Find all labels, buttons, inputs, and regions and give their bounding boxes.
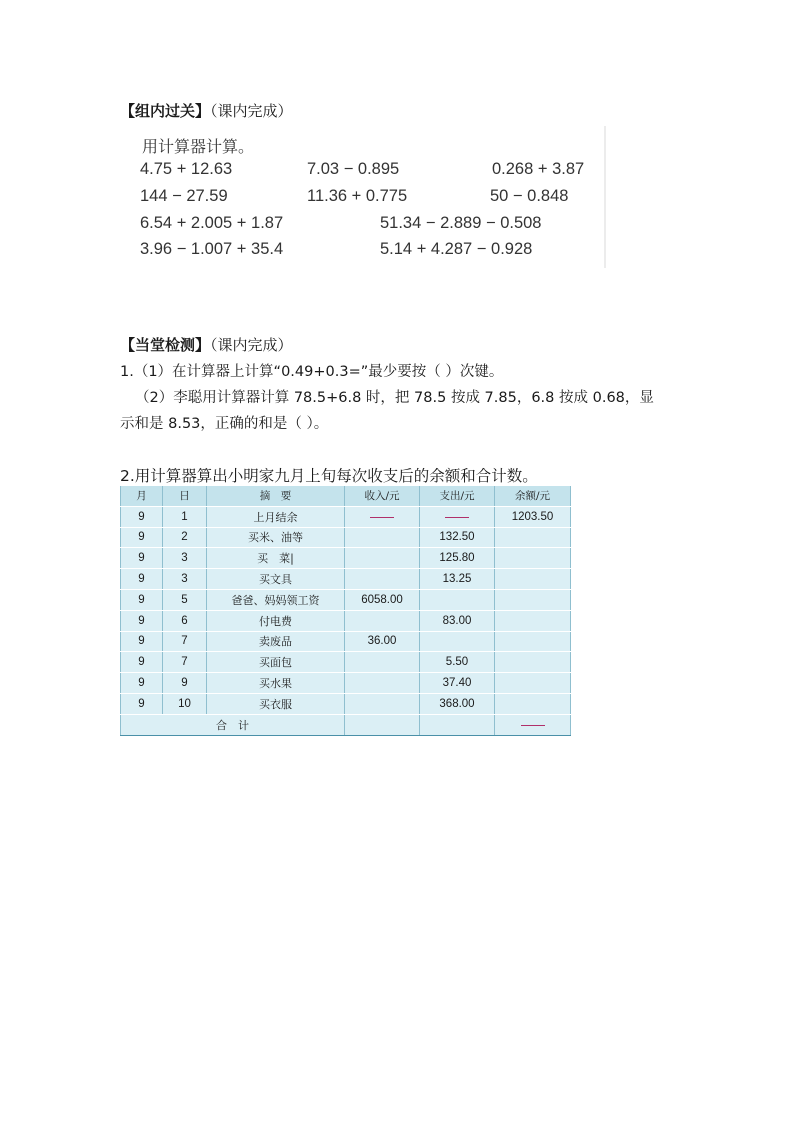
expense-cell: 37.40 bbox=[420, 673, 495, 694]
month-cell: 9 bbox=[121, 548, 163, 569]
balance-cell[interactable] bbox=[495, 610, 571, 631]
expense-cell bbox=[420, 506, 495, 527]
ledger-table bbox=[120, 486, 571, 736]
month-cell: 9 bbox=[121, 527, 163, 548]
balance-cell[interactable] bbox=[495, 673, 571, 694]
description-cell: 买 菜| bbox=[207, 548, 345, 569]
income-cell[interactable] bbox=[345, 548, 420, 569]
problem: 6.54 + 2.005 + 1.87 bbox=[140, 214, 284, 232]
table-row bbox=[121, 569, 571, 590]
income-cell[interactable] bbox=[345, 652, 420, 673]
table-row bbox=[121, 548, 571, 569]
day-cell: 3 bbox=[163, 569, 207, 590]
month-cell: 9 bbox=[121, 506, 163, 527]
header-day: 日 bbox=[163, 486, 207, 506]
description-cell: 付电费 bbox=[207, 610, 345, 631]
balance-cell[interactable] bbox=[495, 527, 571, 548]
day-cell: 5 bbox=[163, 589, 207, 610]
calculation-exercise-box bbox=[120, 126, 606, 268]
day-cell: 6 bbox=[163, 610, 207, 631]
section2-title: 【当堂检测】 bbox=[120, 336, 211, 354]
month-cell: 9 bbox=[121, 589, 163, 610]
box-edge bbox=[604, 126, 606, 268]
day-cell: 1 bbox=[163, 506, 207, 527]
balance-cell: 1203.50 bbox=[495, 506, 571, 527]
problem: 51.34 − 2.889 − 0.508 bbox=[380, 214, 542, 232]
income-cell: 36.00 bbox=[345, 631, 420, 652]
month-cell: 9 bbox=[121, 652, 163, 673]
table-row bbox=[121, 589, 571, 610]
day-cell: 2 bbox=[163, 527, 207, 548]
expense-cell: 13.25 bbox=[420, 569, 495, 590]
table-row bbox=[121, 652, 571, 673]
balance-cell[interactable] bbox=[495, 693, 571, 714]
total-income-cell[interactable] bbox=[345, 714, 420, 735]
income-cell[interactable] bbox=[345, 569, 420, 590]
income-cell bbox=[345, 506, 420, 527]
table-row bbox=[121, 673, 571, 694]
expense-cell[interactable] bbox=[420, 631, 495, 652]
question-1-part-1: 1.（1）在计算器上计算“0.49+0.3=”最少要按（ ）次键。 bbox=[120, 364, 504, 380]
total-expense-cell[interactable] bbox=[420, 714, 495, 735]
balance-cell[interactable] bbox=[495, 652, 571, 673]
table-row bbox=[121, 693, 571, 714]
day-cell: 7 bbox=[163, 631, 207, 652]
question-2: 2.用计算器算出小明家九月上旬每次收支后的余额和合计数。 bbox=[120, 467, 538, 485]
question-1-part-2-cont: 示和是 8.53，正确的和是（ ）。 bbox=[120, 416, 329, 432]
description-cell: 买水果 bbox=[207, 673, 345, 694]
section1-note: （课内完成） bbox=[210, 102, 293, 120]
month-cell: 9 bbox=[121, 693, 163, 714]
problem: 7.03 − 0.895 bbox=[307, 160, 400, 178]
problem: 3.96 − 1.007 + 35.4 bbox=[140, 240, 284, 258]
balance-cell[interactable] bbox=[495, 569, 571, 590]
description-cell: 买米、油等 bbox=[207, 527, 345, 548]
balance-cell[interactable] bbox=[495, 548, 571, 569]
problem: 144 − 27.59 bbox=[140, 187, 228, 205]
month-cell: 9 bbox=[121, 569, 163, 590]
balance-cell[interactable] bbox=[495, 631, 571, 652]
header-income: 收入/元 bbox=[345, 486, 420, 506]
description-cell: 爸爸、妈妈领工资 bbox=[207, 589, 345, 610]
description-cell: 买衣服 bbox=[207, 693, 345, 714]
total-label: 合 计 bbox=[121, 714, 345, 735]
expense-cell: 132.50 bbox=[420, 527, 495, 548]
header-balance: 余额/元 bbox=[495, 486, 571, 506]
description-cell: 买文具 bbox=[207, 569, 345, 590]
month-cell: 9 bbox=[121, 631, 163, 652]
day-cell: 9 bbox=[163, 673, 207, 694]
section2-heading bbox=[120, 334, 293, 355]
table-row bbox=[121, 631, 571, 652]
problem: 50 − 0.848 bbox=[490, 187, 569, 205]
table-row bbox=[121, 527, 571, 548]
table-header-row bbox=[121, 486, 571, 506]
table-row bbox=[121, 506, 571, 527]
income-cell[interactable] bbox=[345, 610, 420, 631]
exercise-instruction: 用计算器计算。 bbox=[142, 137, 255, 156]
balance-cell[interactable] bbox=[495, 589, 571, 610]
expense-cell[interactable] bbox=[420, 589, 495, 610]
section2-note: （课内完成） bbox=[210, 336, 293, 354]
problem: 11.36 + 0.775 bbox=[307, 187, 408, 205]
table-row bbox=[121, 610, 571, 631]
header-month: 月 bbox=[121, 486, 163, 506]
expense-cell: 125.80 bbox=[420, 548, 495, 569]
month-cell: 9 bbox=[121, 673, 163, 694]
income-cell[interactable] bbox=[345, 673, 420, 694]
problem: 0.268 + 3.87 bbox=[492, 160, 585, 178]
day-cell: 7 bbox=[163, 652, 207, 673]
month-cell: 9 bbox=[121, 610, 163, 631]
header-expense: 支出/元 bbox=[420, 486, 495, 506]
expense-cell: 5.50 bbox=[420, 652, 495, 673]
income-cell[interactable] bbox=[345, 693, 420, 714]
day-cell: 10 bbox=[163, 693, 207, 714]
income-cell[interactable] bbox=[345, 527, 420, 548]
description-cell: 买面包 bbox=[207, 652, 345, 673]
blank-dash bbox=[521, 725, 545, 726]
expense-cell: 368.00 bbox=[420, 693, 495, 714]
problem: 4.75 + 12.63 bbox=[140, 160, 233, 178]
section1-title: 【组内过关】 bbox=[120, 102, 211, 120]
expense-cell: 83.00 bbox=[420, 610, 495, 631]
total-row bbox=[121, 714, 571, 735]
blank-dash bbox=[370, 517, 394, 518]
day-cell: 3 bbox=[163, 548, 207, 569]
section1-heading bbox=[120, 100, 293, 121]
header-description: 摘 要 bbox=[207, 486, 345, 506]
description-cell: 卖废品 bbox=[207, 631, 345, 652]
question-1-part-2: （2）李聪用计算器计算 78.5+6.8 时，把 78.5 按成 7.85，6.8 按成 0.68，显 bbox=[135, 390, 654, 406]
blank-dash bbox=[445, 517, 469, 518]
total-balance-cell bbox=[495, 714, 571, 735]
problem: 5.14 + 4.287 − 0.928 bbox=[380, 240, 533, 258]
description-cell: 上月结余 bbox=[207, 506, 345, 527]
income-cell: 6058.00 bbox=[345, 589, 420, 610]
